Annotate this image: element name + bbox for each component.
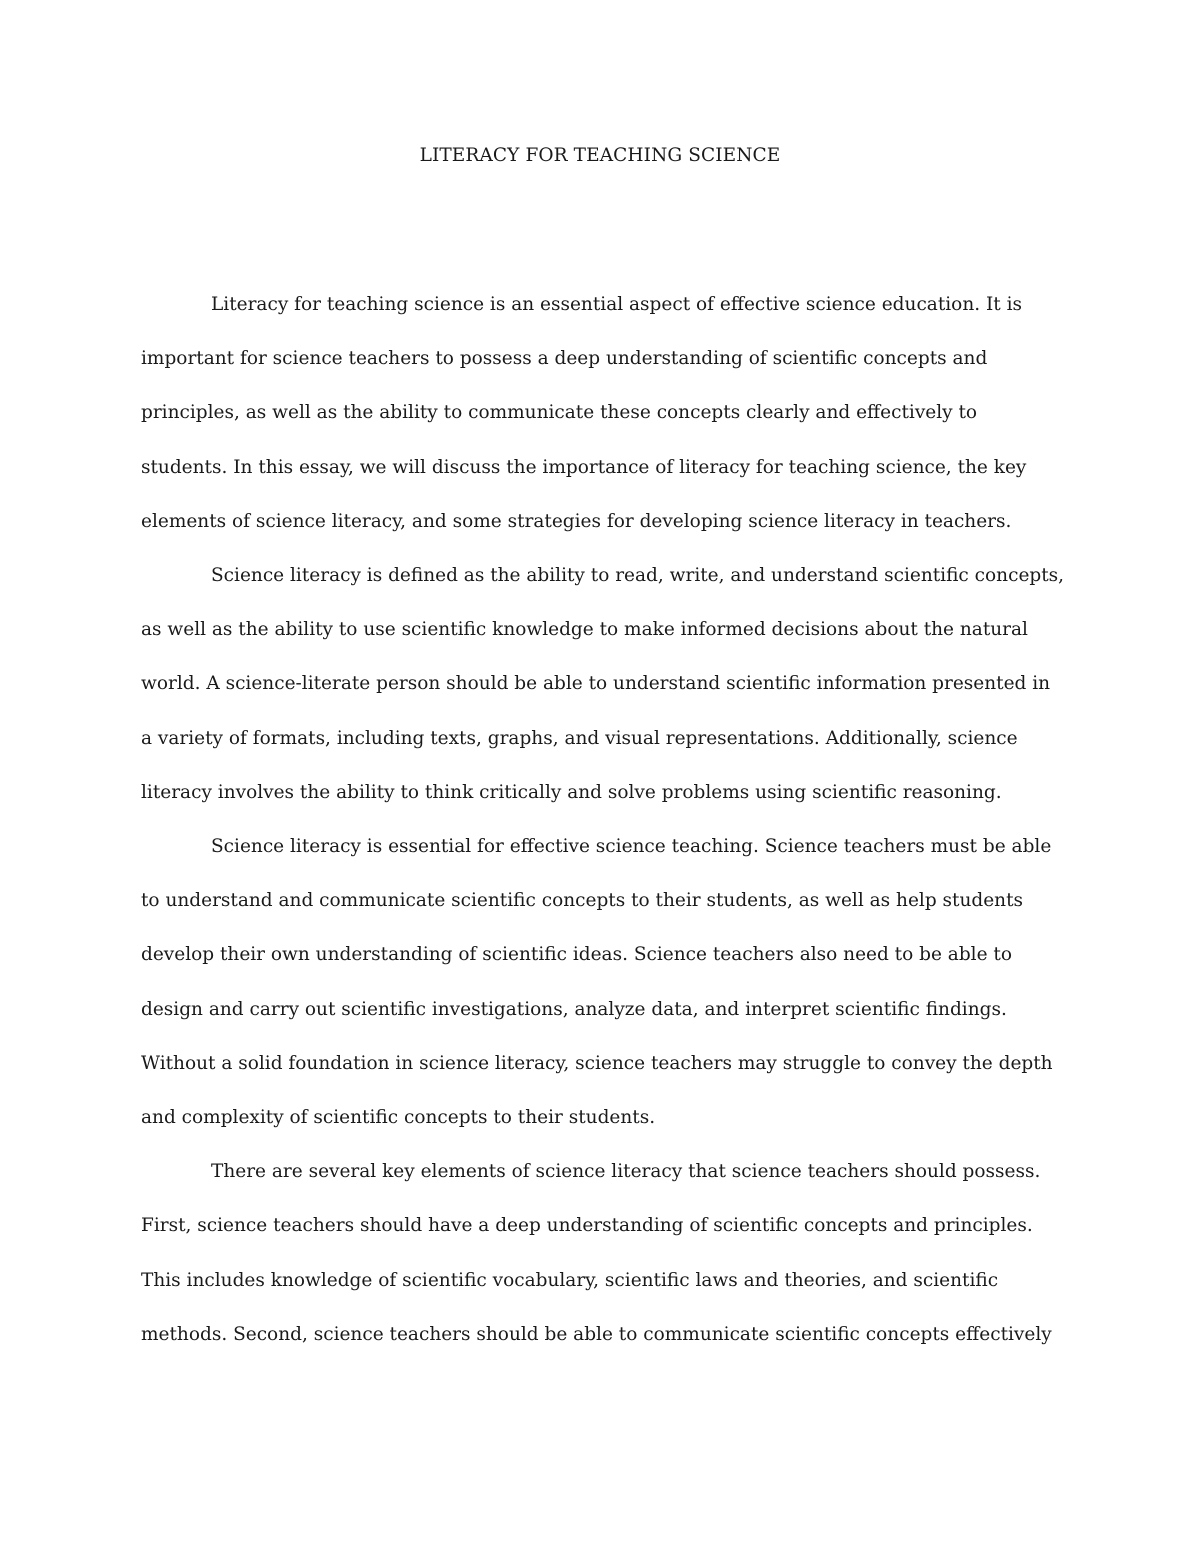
paragraph-2	[141, 549, 1066, 820]
paragraph-line: First, science teachers should have a deep understanding of scientific concepts and principles.	[141, 1215, 1033, 1237]
paragraph-line: literacy involves the ability to think critically and solve problems using scientific reasoning.	[141, 781, 1002, 803]
paragraph-line: methods. Second, science teachers should be able to communicate scientific concepts effectively	[141, 1323, 1052, 1345]
paragraph-3	[141, 820, 1066, 1145]
paragraph-line: and complexity of scientific concepts to their students.	[141, 1107, 656, 1129]
paragraph-line: to understand and communicate scientific concepts to their students, as well as help students	[141, 890, 1024, 912]
paragraph-line: a variety of formats, including texts, graphs, and visual representations. Additionally, science	[141, 727, 1018, 749]
paragraph-line: There are several key elements of science literacy that science teachers should possess.	[211, 1161, 1041, 1183]
document-body	[141, 278, 1066, 1362]
document-title: LITERACY FOR TEACHING SCIENCE	[419, 145, 781, 166]
paragraph-line: This includes knowledge of scientific vocabulary, scientific laws and theories, and scientific	[141, 1269, 999, 1291]
paragraph-line: Science literacy is defined as the ability to read, write, and understand scientific concepts,	[211, 565, 1065, 587]
paragraph-line: elements of science literacy, and some strategies for developing science literacy in teachers.	[141, 510, 1012, 532]
paragraph-line: Without a solid foundation in science literacy, science teachers may struggle to convey the depth	[141, 1052, 1053, 1074]
paragraph-line: students. In this essay, we will discuss the importance of literacy for teaching science, the key	[141, 456, 1027, 478]
paragraph-line: Literacy for teaching science is an essential aspect of effective science education. It is	[211, 294, 1023, 315]
paragraph-line: world. A science-literate person should be able to understand scientific information presented in	[141, 673, 1051, 695]
paragraph-line: as well as the ability to use scientific knowledge to make informed decisions about the natural	[141, 619, 1028, 641]
paragraph-line: develop their own understanding of scientific ideas. Science teachers also need to be able to	[141, 944, 1012, 966]
paragraph-line: design and carry out scientific investigations, analyze data, and interpret scientific findings.	[141, 998, 1007, 1020]
paragraph-line: principles, as well as the ability to communicate these concepts clearly and effectively to	[141, 402, 978, 424]
paragraph-1	[141, 278, 1066, 549]
paragraph-line: important for science teachers to possess a deep understanding of scientific concepts and	[141, 348, 988, 370]
paragraph-4	[141, 1145, 1066, 1362]
paragraph-line: Science literacy is essential for effective science teaching. Science teachers must be able	[211, 836, 1052, 858]
